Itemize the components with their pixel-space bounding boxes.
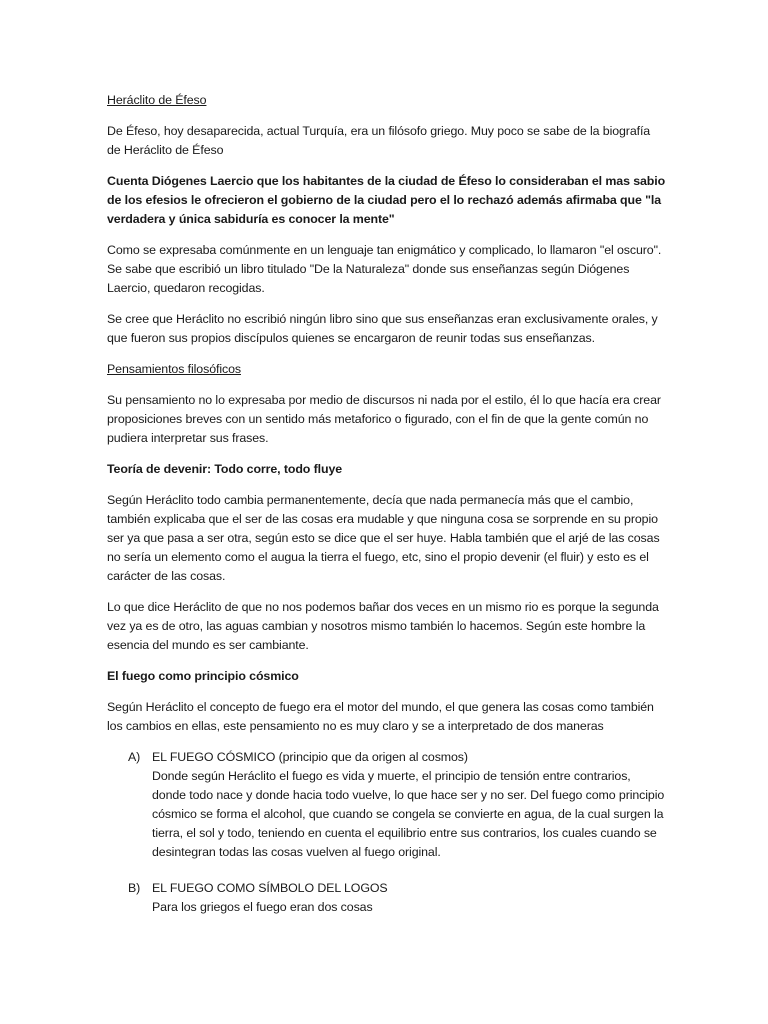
rio-paragraph: Lo que dice Heráclito de que no nos podemos bañar dos veces en un mismo rio es porque la segunda vez ya es de otro, las aguas cambian y nosotros mismo también lo hacemos. Según este hombre la esencia del mundo es ser cambiante. <box>107 600 659 652</box>
list-marker: A) <box>128 750 141 764</box>
document-page <box>107 91 667 931</box>
list-item-body: Donde según Heráclito el fuego es vida y muerte, el principio de tensión entre contrarios, donde todo nace y donde hacia todo vuelve, lo que hace ser y no ser. Del fuego como principio cósmico se forma el alcohol, que cuando se congela se convierte en agua, de la cual surgen la tierra, el sol y todo, teniendo en cuenta el equilibrio entre sus contrarios, los cuales cuando se desintegran todas las cosas vuelven al fuego original. <box>152 769 665 859</box>
section-heading-fuego: El fuego como principio cósmico <box>107 669 299 683</box>
section-heading-devenir: Teoría de devenir: Todo corre, todo fluye <box>107 462 343 476</box>
fuego-interpretations-list <box>107 748 667 917</box>
intro-paragraph: De Éfeso, hoy desaparecida, actual Turquía, era un filósofo griego. Muy poco se sabe de la biografía de Heráclito de Éfeso <box>107 124 651 157</box>
fuego-paragraph: Según Heráclito el concepto de fuego era el motor del mundo, el que genera las cosas como también los cambios en ellas, este pensamiento no es muy claro y se a interpretado de dos maneras <box>107 700 654 733</box>
list-item-title: EL FUEGO CÓSMICO (principio que da origen al cosmos) <box>152 750 468 764</box>
diogenes-paragraph: Cuenta Diógenes Laercio que los habitantes de la ciudad de Éfeso lo consideraban el mas sabio de los efesios le ofrecieron el gobierno de la ciudad pero el lo rechazó además afirmaba que "la verdadera y única sabiduría es conocer la mente" <box>107 174 666 226</box>
document-title: Heráclito de Éfeso <box>107 93 207 107</box>
list-marker: B) <box>128 881 141 895</box>
pensamiento-paragraph: Su pensamiento no lo expresaba por medio de discursos ni nada por el estilo, él lo que hacía era crear proposiciones breves con un sentido más metaforico o figurado, con el fin de que la gente común no pudiera interpretar sus frases. <box>107 393 661 445</box>
orales-paragraph: Se cree que Heráclito no escribió ningún libro sino que sus enseñanzas eran exclusivamente orales, y que fueron sus propios discípulos quienes se encargaron de reunir todas sus enseñanzas. <box>107 312 658 345</box>
list-item-title: EL FUEGO COMO SÍMBOLO DEL LOGOS <box>152 881 388 895</box>
list-item <box>107 748 667 862</box>
list-item <box>107 879 667 917</box>
section-heading-pensamientos: Pensamientos filosóficos <box>107 362 241 376</box>
list-item-body: Para los griegos el fuego eran dos cosas <box>152 900 373 914</box>
cambio-paragraph: Según Heráclito todo cambia permanentemente, decía que nada permanecía más que el cambio, también explicaba que el ser de las cosas era mudable y que ninguna cosa se sorprende en su propio ser ya que pasa a ser otra, según esto se dice que el ser huye. Habla también que el arjé de las cosas no sería un elemento como el augua la tierra el fuego, etc, sino el propio devenir (el fluir) y esto es el carácter de las cosas. <box>107 493 660 583</box>
oscuro-paragraph: Como se expresaba comúnmente en un lenguaje tan enigmático y complicado, lo llamaron "el oscuro". Se sabe que escribió un libro titulado "De la Naturaleza" donde sus enseñanzas según Diógenes Laercio, quedaron recogidas. <box>107 243 662 295</box>
